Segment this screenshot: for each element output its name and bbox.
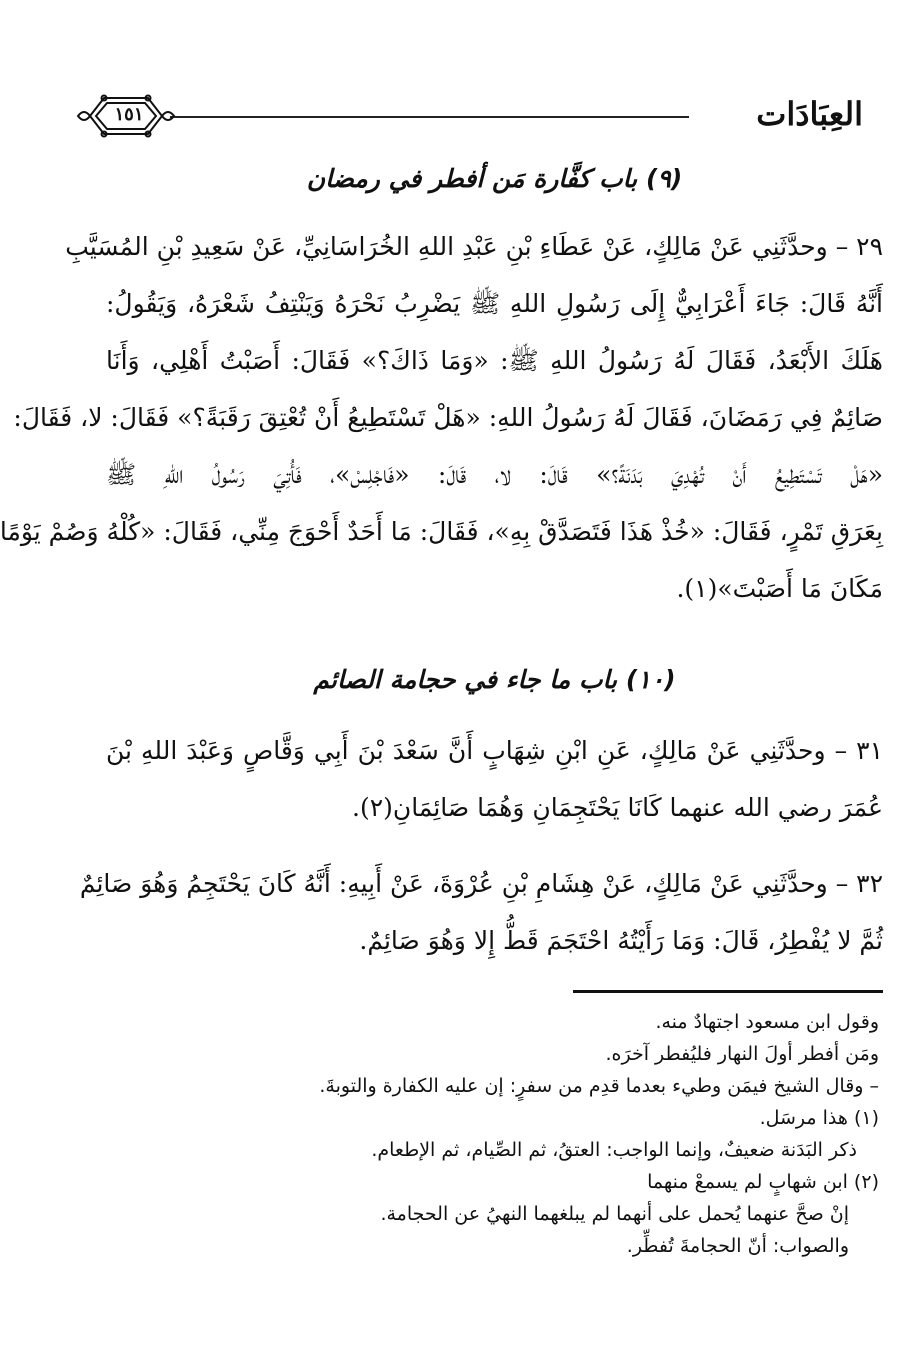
- text-line: «هَلْ تَسْتَطِيعُ أَنْ تُهْدِيَ بَدَنَةً؟» قَالَ: لا، قَالَ: «فَاجْلِسْ»، فَأُتِيَ رَسُولُ اللهِ ﷺ: [106, 460, 883, 489]
- text-line: هَلَكَ الأَبْعَدُ، فَقَالَ لَهُ رَسُولُ اللهِ ﷺ: «وَمَا ذَاكَ؟» فَقَالَ: أَصَبْتُ أَهْلِي، وَأَنَا: [106, 346, 883, 375]
- text-line: ٣٢ – وحدَّثَنِي عَنْ مَالِكٍ، عَنْ هِشَامِ بْنِ عُرْوَةَ، عَنْ أَبِيهِ: أَنَّهُ كَانَ يَحْتَجِمُ وَهُوَ صَائِمٌ: [79, 869, 883, 898]
- footnote-line: ومَن أفطر أولَ النهار فليُفطر آخرَه.: [605, 1043, 879, 1065]
- footnote-line: إنْ صحَّ عنهما يُحمل على أنهما لم يبلغهما النهيُ عن الحجامة.: [380, 1203, 849, 1225]
- footnotes: [110, 1006, 879, 1262]
- section-title: العِبَادَات: [756, 95, 863, 133]
- text-line: صَائِمٌ فِي رَمَضَانَ، فَقَالَ لَهُ رَسُولُ اللهِ: «هَلْ تَسْتَطِيعُ أَنْ تُعْتِقَ رَقَبَةً؟» فَقَالَ: لا، فَقَالَ:: [13, 403, 883, 432]
- hadith-29: [0, 218, 883, 617]
- header-rule: [170, 116, 689, 118]
- footnote-line: وقول ابن مسعود اجتهادٌ منه.: [655, 1011, 879, 1033]
- text-line: أَنَّهُ قَالَ: جَاءَ أَعْرَابِيٌّ إِلَى رَسُولِ اللهِ ﷺ يَضْرِبُ نَحْرَهُ وَيَنْتِفُ شَعْرَهُ، وَيَقُولُ:: [106, 289, 883, 318]
- text-line: ثُمَّ لا يُفْطِرُ، قَالَ: وَمَا رَأَيْتُهُ احْتَجَمَ قَطُّ إِلا وَهُوَ صَائِمٌ.: [359, 926, 883, 955]
- running-header: [70, 88, 919, 144]
- footnote-separator: [573, 990, 883, 993]
- page-number: ١٥١: [114, 104, 144, 125]
- text-line: ٣١ – وحدَّثَنِي عَنْ مَالِكٍ، عَنِ ابْنِ شِهَابٍ أَنَّ سَعْدَ بْنَ أَبِي وَقَّاصٍ وَعَبْدَ اللهِ بْنَ: [106, 736, 883, 765]
- footnote-line: (٢) ابن شهابٍ لم يسمعْ منهما: [647, 1171, 879, 1193]
- hadith-31: [106, 722, 883, 836]
- hadith-32: [79, 855, 883, 969]
- chapter-heading: (١٠) باب ما جاء في حجامة الصائم: [313, 665, 676, 694]
- footnote-line: والصواب: أنّ الحجامةَ تُفطِّر.: [626, 1235, 849, 1257]
- footnote-line: ذكر البَدَنة ضعيفٌ، وإنما الواجب: العتقُ، ثم الصِّيام، ثم الإطعام.: [371, 1139, 857, 1161]
- footnote-line: – وقال الشيخ فيمَن وطيء بعدما قدِم من سفرٍ: إن عليه الكفارة والتوبةَ.: [319, 1075, 879, 1097]
- text-line: بِعَرَقِ تَمْرٍ، فَقَالَ: «خُذْ هَذَا فَتَصَدَّقْ بِهِ»، فَقَالَ: مَا أَحَدٌ أَحْوَجَ مِنِّي، فَقَالَ: «كُلْهُ وَصُمْ يَوْمًا: [0, 517, 883, 546]
- footnote-line: (١) هذا مرسَل.: [759, 1107, 879, 1129]
- text-line: مَكَانَ مَا أَصَبْتَ»(١).: [676, 574, 883, 603]
- text-line: ٢٩ – وحدَّثَنِي عَنْ مَالِكٍ، عَنْ عَطَاءِ بْنِ عَبْدِ اللهِ الخُرَاسَانِيِّ، عَنْ سَعِيدِ بْنِ المُسَيَّبِ: [65, 232, 883, 261]
- chapter-heading: (٩) باب كفَّارة مَن أفطر في رمضان: [306, 164, 683, 193]
- text-line: عُمَرَ رضي الله عنهما كَانَا يَحْتَجِمَانِ وَهُمَا صَائِمَانِ(٢).: [352, 793, 883, 822]
- page-number-ornament: [76, 88, 176, 144]
